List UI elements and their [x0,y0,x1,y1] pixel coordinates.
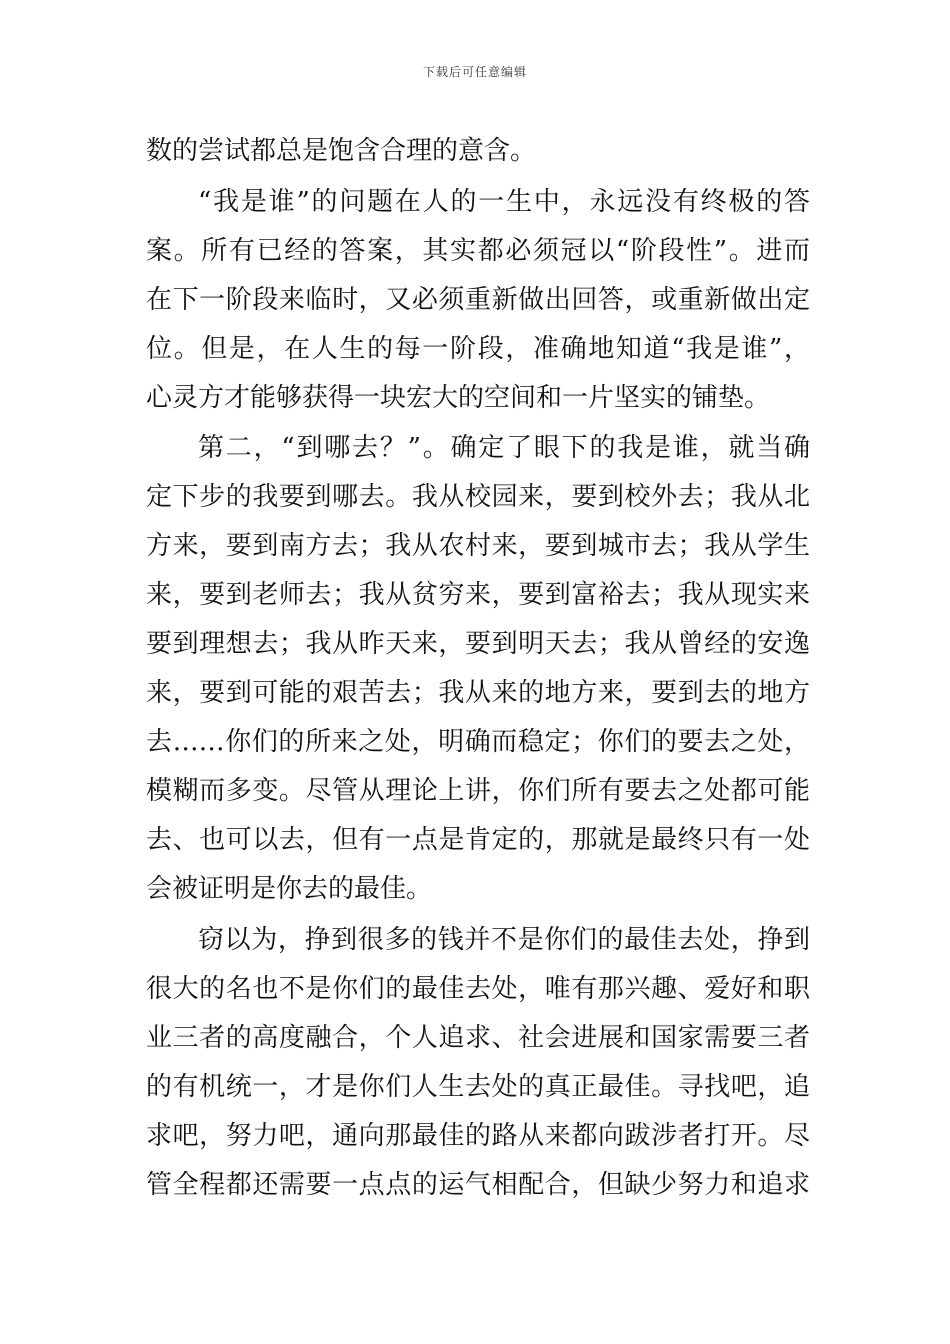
text-line: 去、也可以去，但有一点是肯定的，那就是最终只有一处 [146,825,810,855]
text-line: 来，要到可能的艰苦去；我从来的地方来，要到去的地方 [146,678,810,708]
paragraph [146,424,810,914]
text-line: “我是谁”的问题在人的一生中，永远没有终极的答 [198,186,810,217]
text-line: 定下步的我要到哪去。我从校园来，要到校外去；我从北 [146,482,810,512]
text-line: 很大的名也不是你们的最佳去处，唯有那兴趣、爱好和职 [146,973,810,1004]
text-line: 在下一阶段来临时，又必须重新做出回答，或重新做出定 [146,284,810,315]
text-line: 业三者的高度融合，个人追求、社会进展和国家需要三者 [146,1022,810,1053]
text-line: 位。但是，在人生的每一阶段，准确地知道“我是谁”， [146,333,810,364]
text-line: 的有机统一，才是你们人生去处的真正最佳。寻找吧，追 [146,1071,810,1102]
text-line: 来，要到老师去；我从贫穷来，要到富裕去；我从现实来 [146,580,810,610]
text-line: 管全程都还需要一点点的运气相配合，但缺少努力和追求 [146,1169,810,1200]
text-line: 模糊而多变。尽管从理论上讲，你们所有要去之处都可能 [146,776,810,806]
text-line: 心灵方才能够获得一块宏大的空间和一片坚实的铺垫。 [146,382,771,413]
text-line: 数的尝试都总是饱含合理的意含。 [146,136,537,166]
text-line: 方来，要到南方去；我从农村来，要到城市去；我从学生 [146,531,810,561]
text-line: 窃以为，挣到很多的钱并不是你们的最佳去处，挣到 [198,924,810,955]
paragraph [146,127,810,176]
paragraph [146,916,810,1210]
text-line: 会被证明是你去的最佳。 [146,874,433,904]
page-header: 下载后可任意编辑 [422,65,527,79]
text-line: 案。所有已经的答案，其实都必须冠以“阶段性”。进而 [146,235,810,266]
text-line: 去……你们的所来之处，明确而稳定；你们的要去之处， [146,727,810,757]
text-line: 求吧，努力吧，通向那最佳的路从来都向跋涉者打开。尽 [146,1120,810,1151]
text-line: 要到理想去；我从昨天来，要到明天去；我从曾经的安逸 [146,629,810,659]
document-body [146,127,810,1210]
text-line: 第二，“到哪去？”。确定了眼下的我是谁，就当确 [198,433,810,463]
paragraph [146,178,810,423]
